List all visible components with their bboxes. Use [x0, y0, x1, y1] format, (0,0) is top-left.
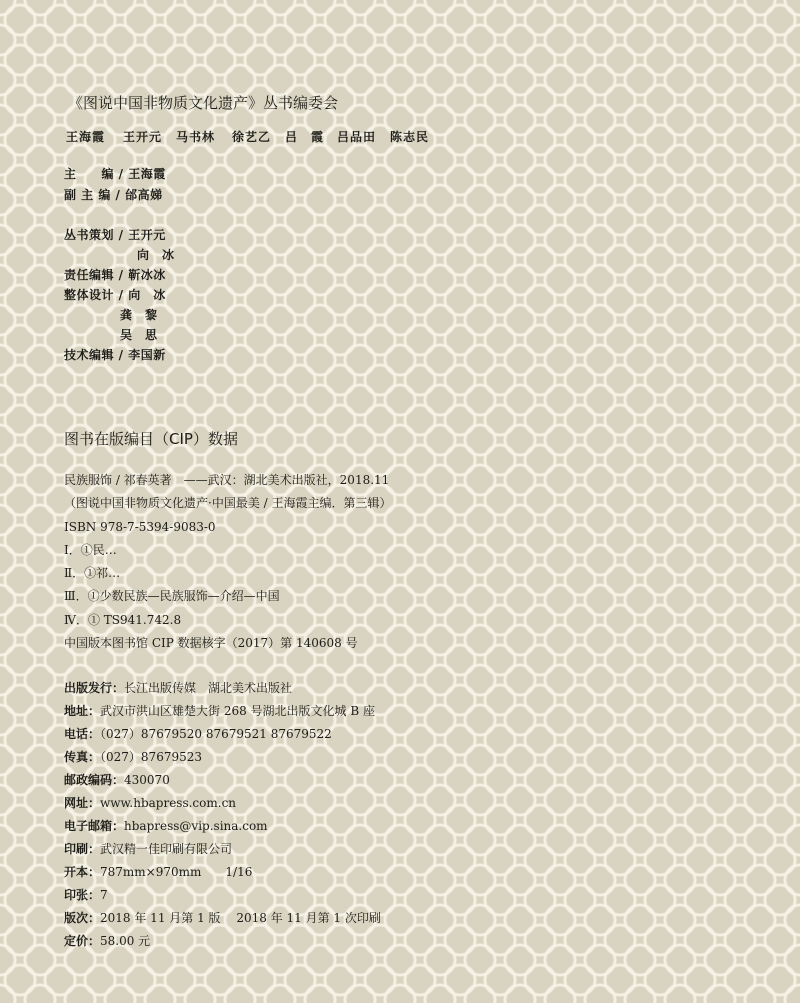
format-line [64, 866, 252, 878]
cip-heading: 图书在版编目（CIP）数据 [64, 430, 238, 448]
committee-member: 陈志民 [390, 130, 430, 144]
website-value: www.hbapress.com.cn [100, 796, 237, 810]
sheets-value: 7 [100, 888, 108, 902]
committee-member: 吕品田 [337, 130, 377, 144]
committee-member: 马书林 [176, 130, 216, 144]
address-label: 地址： [64, 704, 101, 718]
publisher-value: 长江出版传媒 湖北美术出版社 [124, 681, 293, 695]
format-label: 开本： [64, 865, 101, 879]
email-value: hbapress@vip.sina.com [124, 819, 268, 833]
cip-number: 中国版本图书馆 CIP 数据核字（2017）第 140608 号 [64, 636, 358, 650]
postal-label: 邮政编码： [64, 773, 125, 787]
printer-value: 武汉精一佳印刷有限公司 [100, 842, 233, 856]
phone-label: 电话： [64, 727, 101, 741]
overall-design-2: 龚 黎 [120, 308, 158, 322]
price-label: 定价： [64, 934, 101, 948]
sheets-line [64, 889, 108, 901]
price-line [64, 935, 150, 947]
edition-line [64, 912, 381, 924]
cip-title-line: 民族服饰 / 祁春英著 ——武汉：湖北美术出版社，2018.11 [64, 473, 390, 487]
series-planning-2: 向 冰 [137, 248, 175, 262]
edition-value: 2018 年 11 月第 1 版 2018 年 11 月第 1 次印刷 [100, 911, 381, 925]
cip-isbn: ISBN 978-7-5394-9083-0 [64, 520, 216, 534]
technical-editor: 技术编辑 / 李国新 [64, 348, 166, 362]
printer-label: 印刷： [64, 842, 101, 856]
format-value: 787mm×970mm 1/16 [100, 865, 253, 879]
postal-line [64, 774, 170, 786]
committee-member: 徐艺乙 [232, 130, 272, 144]
postal-value: 430070 [124, 773, 170, 787]
series-planning: 丛书策划 / 王开元 [64, 228, 166, 242]
overall-design-3: 吴 思 [120, 328, 158, 342]
cip-class-1: Ⅰ．①民… [64, 543, 117, 557]
fax-value: （027）87679523 [100, 750, 202, 764]
cip-series-line: （图说中国非物质文化遗产·中国最美 / 王海霞主编．第三辑） [64, 496, 392, 510]
publisher-label: 出版发行： [64, 681, 125, 695]
sheets-label: 印张： [64, 888, 101, 902]
website-label: 网址： [64, 796, 101, 810]
responsible-editor: 责任编辑 / 靳冰冰 [64, 268, 166, 282]
price-value: 58.00 元 [100, 934, 151, 948]
committee-member: 吕 霞 [285, 130, 325, 144]
deputy-editor: 副 主 编 / 邰高娣 [64, 188, 163, 202]
fax-line [64, 751, 202, 763]
editor-in-chief: 主 编 / 王海霞 [64, 167, 166, 181]
committee-member: 王海霞 [66, 130, 106, 144]
phone-line [64, 728, 332, 740]
website-line [64, 797, 236, 809]
fax-label: 传真： [64, 750, 101, 764]
phone-value: （027）87679520 87679521 87679522 [100, 727, 332, 741]
email-label: 电子邮箱： [64, 819, 125, 833]
publisher-line [64, 682, 292, 694]
cip-class-3: Ⅲ．①少数民族—民族服饰—介绍—中国 [64, 589, 280, 603]
printer-line [64, 843, 232, 855]
overall-design: 整体设计 / 向 冰 [64, 288, 166, 302]
cip-class-2: Ⅱ．①祁… [64, 566, 121, 580]
edition-label: 版次： [64, 911, 101, 925]
series-committee-title: 《图说中国非物质文化遗产》丛书编委会 [68, 94, 339, 112]
cip-class-4: Ⅳ．① TS941.742.8 [64, 613, 182, 627]
address-value: 武汉市洪山区雄楚大街 268 号湖北出版文化城 B 座 [100, 704, 375, 718]
address-line [64, 705, 375, 717]
email-line [64, 820, 268, 832]
committee-member: 王开元 [123, 130, 163, 144]
